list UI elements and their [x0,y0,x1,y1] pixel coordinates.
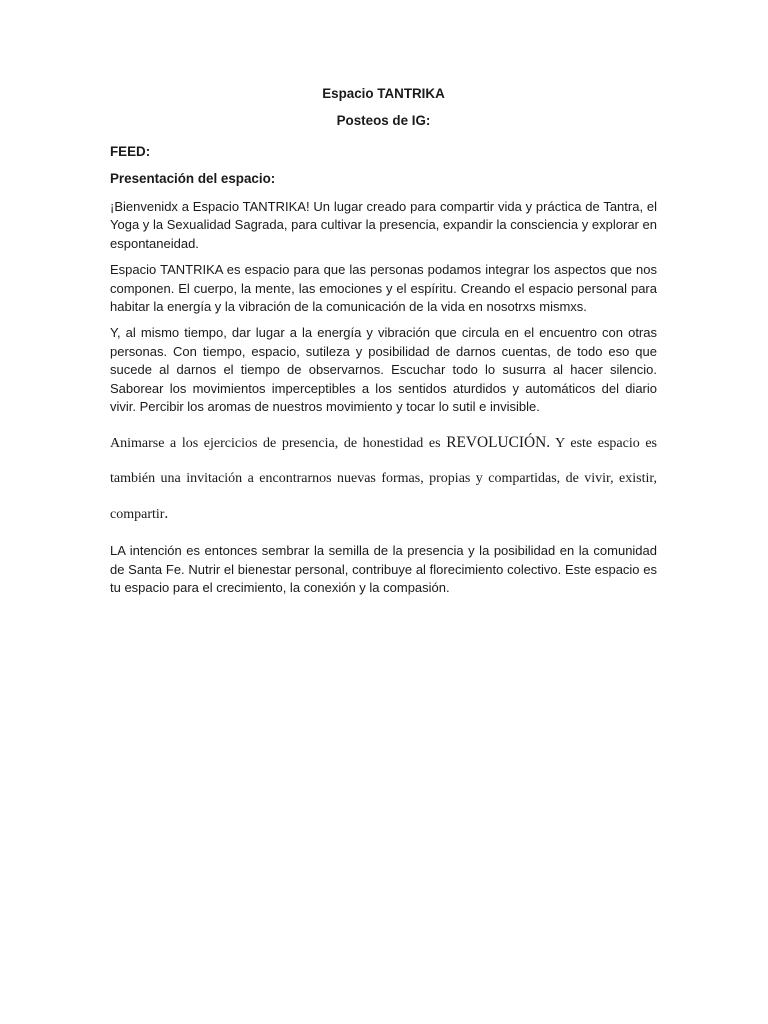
document-subtitle: Posteos de IG: [336,113,431,128]
paragraph-revolution [110,425,657,532]
paragraph-encounter: Y, al mismo tiempo, dar lugar a la energía y vibración que circula en el encuentro con otras personas. Con tiempo, espacio, sutileza y posibilidad de darnos cuentas, de todo eso que sucede al darnos el tiempo de observarnos. Escuchar todo lo susurra al hacer silencio. Saborear los movimientos imperceptibles a los sentidos aturdidos y automáticos del diario vivir. Percibir los aromas de nuestros movimiento y tocar lo sutil e invisible. [110,325,657,415]
revolution-final-period: . [164,505,169,523]
revolution-period: . [546,434,551,452]
paragraph-integration: Espacio TANTRIKA es espacio para que las personas podamos integrar los aspectos que nos componen. El cuerpo, la mente, las emociones y el espíritu. Creando el espacio personal para habitar la energía y la vibración de la comunicación de la vida en nosotrxs mismxs. [110,262,657,315]
revolution-text-part2: Y este espacio es también una invitación a encontrarnos nuevas formas, propias y compartidas, de vivir, existir, compartir [110,436,658,523]
paragraph-intention: LA intención es entonces sembrar la semilla de la presencia y la posibilidad en la comunidad de Santa Fe. Nutrir el bienestar personal, contribuye al florecimiento colectivo. Este espacio es tu espacio para el crecimiento, la conexión y la compasión. [110,543,657,596]
paragraph-welcome: ¡Bienvenidx a Espacio TANTRIKA! Un lugar creado para compartir vida y práctica de Tantra, el Yoga y la Sexualidad Sagrada, para cultivar la presencia, expandir la consciencia y explorar en espontaneidad. [110,199,657,251]
document-title: Espacio TANTRIKA [322,86,445,101]
section-label-feed: FEED: [110,144,151,159]
revolution-text-part1: Animarse a los ejercicios de presencia, de honestidad es [110,436,447,452]
subsection-label-presentation: Presentación del espacio: [110,171,276,186]
document-body [110,84,657,606]
revolution-emphasis: REVOLUCIÓN [446,434,547,452]
